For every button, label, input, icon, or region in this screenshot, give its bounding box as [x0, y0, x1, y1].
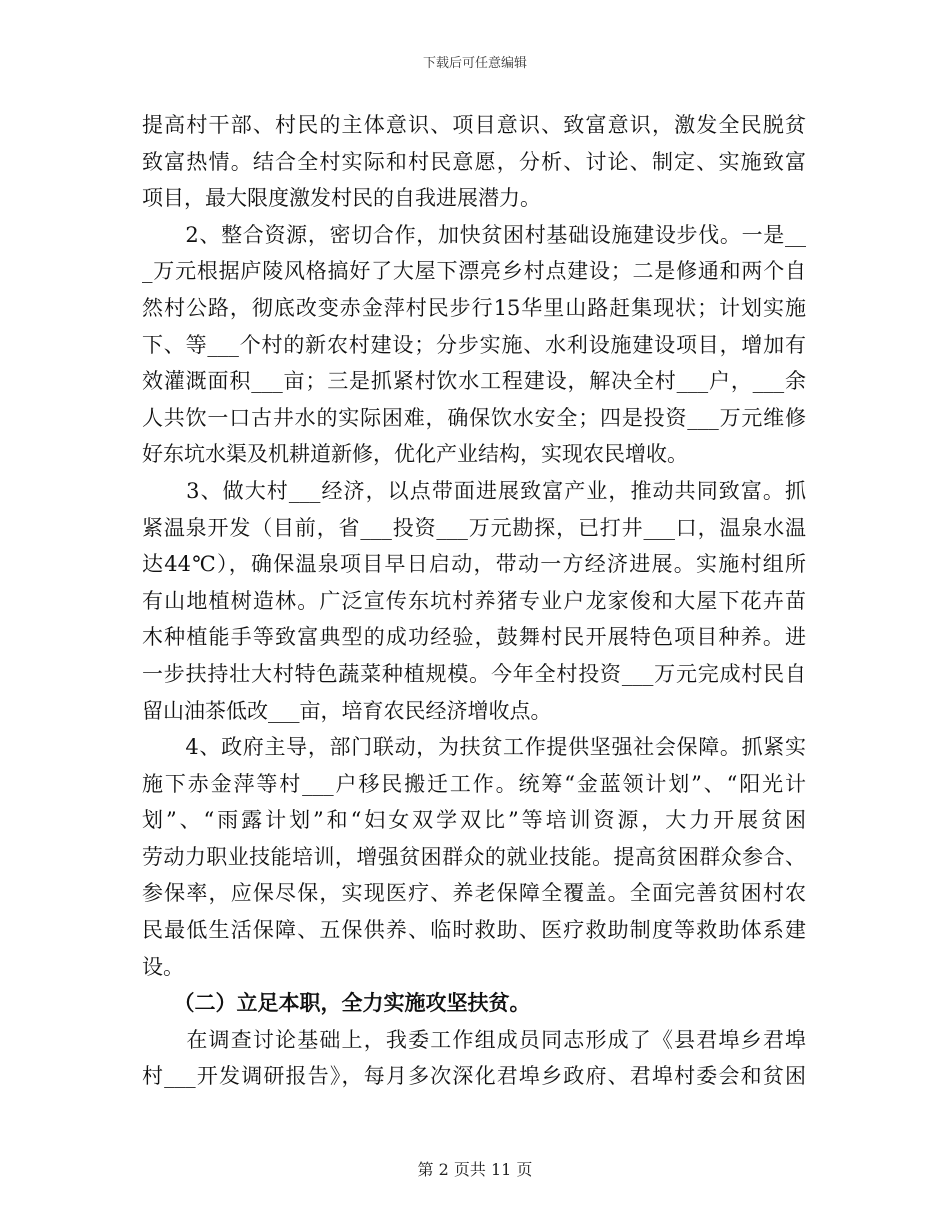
body-text-line: 致富热情。结合全村实际和村民意愿，分析、讨论、制定、实施致富: [142, 149, 806, 174]
section-heading-line: （二）立足本职，全力实施攻坚扶贫。: [142, 990, 531, 1016]
body-text-line: 在调查讨论基础上，我委工作组成员同志形成了《县君埠乡君埠: [142, 1027, 806, 1052]
body-text-line: 木种植能手等致富典型的成功经验，鼓舞村民开展特色项目种养。进: [142, 625, 806, 650]
body-text-line: _万元根据庐陵风格搞好了大屋下漂亮乡村点建设；二是修通和两个自: [142, 259, 806, 284]
page-header-note: 下载后可任意编辑: [422, 56, 527, 71]
body-text-line: 2、整合资源，密切合作，加快贫困村基础设施建设步伐。一是__: [142, 222, 806, 247]
document-body: [142, 107, 806, 1095]
body-text-line: 好东坑水渠及机耕道新修，优化产业结构，实现农民增收。: [142, 442, 688, 467]
body-text-line: 有山地植树造林。广泛宣传东坑村养猪专业户龙家俊和大屋下花卉苗: [142, 588, 806, 613]
body-text-line: 留山油茶低改___亩，培育农民经济增收点。: [142, 698, 552, 723]
body-text-line: 然村公路，彻底改变赤金萍村民步行15华里山路赶集现状；计划实施: [142, 295, 806, 320]
body-text-line: 项目，最大限度激发村民的自我进展潜力。: [142, 186, 541, 211]
body-text-line: 提高村干部、村民的主体意识、项目意识、致富意识，激发全民脱贫: [142, 113, 806, 137]
body-text-line: 效灌溉面积___亩；三是抓紧村饮水工程建设，解决全村___户，___余: [142, 369, 806, 394]
body-text-line: 劳动力职业技能培训，增强贫困群众的就业技能。提高贫困群众参合、: [142, 844, 806, 869]
body-text-line: 村___开发调研报告》，每月多次深化君埠乡政府、君埠村委会和贫困: [142, 1064, 806, 1089]
page-footer-number: 第 2 页共 11 页: [417, 1160, 533, 1179]
body-text-line: 设。: [142, 954, 184, 979]
body-text-line: 民最低生活保障、五保供养、临时救助、医疗救助制度等救助体系建: [142, 918, 806, 943]
body-text-line: 施下赤金萍等村___户移民搬迁工作。统筹“金蓝领计划”、“阳光计: [142, 771, 806, 796]
body-text-line: 4、政府主导，部门联动，为扶贫工作提供坚强社会保障。抓紧实: [142, 735, 806, 760]
body-text-line: 达44℃），确保温泉项目早日启动，带动一方经济进展。实施村组所: [142, 552, 806, 577]
body-text-line: 紧温泉开发（目前，省___投资___万元勘探，已打井___口，温泉水温: [142, 515, 806, 540]
body-text-line: 参保率，应保尽保，实现医疗、养老保障全覆盖。全面完善贫困村农: [142, 881, 806, 906]
body-text-line: 一步扶持壮大村特色蔬菜种植规模。今年全村投资___万元完成村民自: [142, 661, 806, 686]
body-text-line: 划”、“雨露计划”和“妇女双学双比”等培训资源，大力开展贫困: [142, 808, 806, 833]
body-text-line: 下、等___个村的新农村建设；分步实施、水利设施建设项目，增加有: [142, 332, 806, 357]
body-text-line: 人共饮一口古井水的实际困难，确保饮水安全；四是投资___万元维修: [142, 405, 806, 430]
body-text-line: 3、做大村___经济，以点带面进展致富产业，推动共同致富。抓: [142, 478, 806, 503]
